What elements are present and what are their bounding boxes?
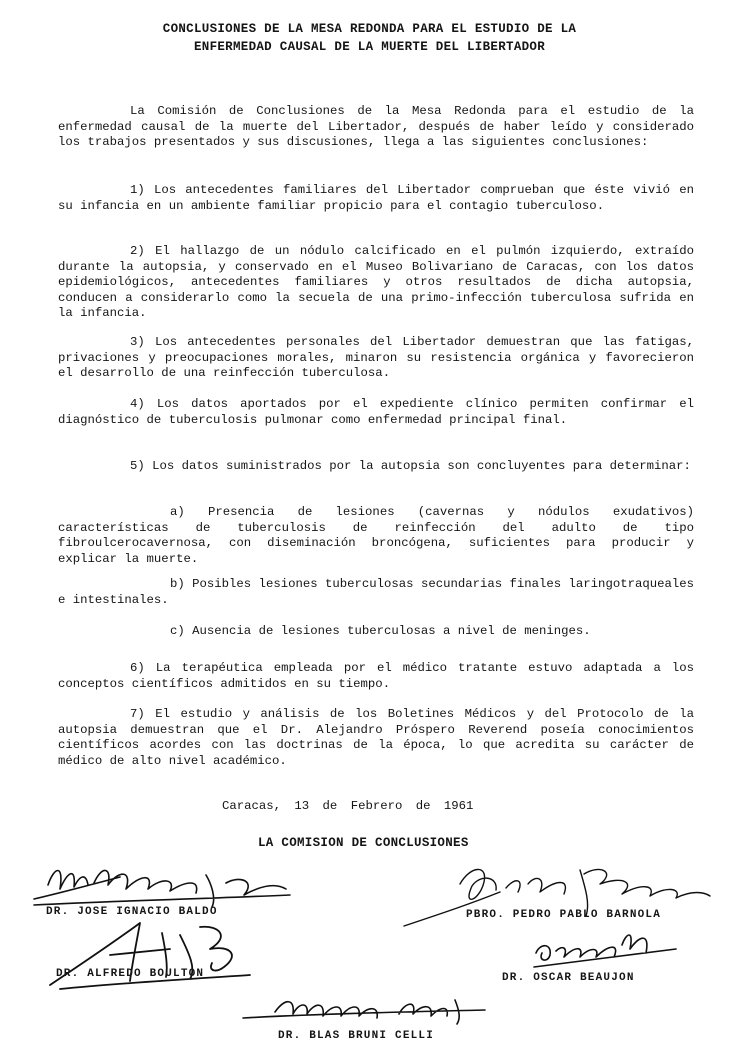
sub-item-a (58, 505, 694, 567)
conclusion-text: Los datos aportados por el expediente clínico permiten confirmar el diagnóstico de tuberculosis pulmonar como enfermedad principal final. (58, 397, 694, 427)
conclusion-number: 6) (130, 661, 145, 675)
conclusion-6 (58, 661, 694, 692)
sub-item-text: Presencia de lesiones (cavernas y nódulos exudativos) características de tuberculosis de reinfección del adulto de tipo fibroulcerocavernosa, con diseminación broncógena, suficientes para producir y explicar la muerte. (58, 505, 694, 566)
conclusion-1 (58, 183, 694, 214)
boulton-signature (40, 915, 260, 995)
conclusion-number: 1) (130, 183, 145, 197)
conclusion-number: 5) (130, 459, 145, 473)
title-line-1: CONCLUSIONES DE LA MESA REDONDA PARA EL ESTUDIO DE LA (162, 22, 577, 36)
conclusion-5 (58, 459, 694, 475)
conclusion-text: Los antecedentes personales del Libertador demuestran que las fatigas, privaciones y preocupaciones morales, minaron su resistencia orgánica y favorecieron el desarrollo de una reinfección tuberculosa. (58, 335, 694, 380)
beaujon-signature (530, 925, 680, 970)
signatory-baldo: DR. JOSE IGNACIO BALDO (46, 906, 218, 918)
intro-paragraph: La Comisión de Conclusiones de la Mesa Redonda para el estudio de la enfermedad causal de la muerte del Libertador, después de haber leído y considerado los trabajos presentados y sus discusiones, llega a las siguientes conclusiones: (58, 104, 694, 149)
sub-item-text: Ausencia de lesiones tuberculosas a nivel de meninges. (192, 624, 591, 638)
signatory-bruni-celli: DR. BLAS BRUNI CELLI (278, 1030, 435, 1042)
conclusion-2 (58, 244, 694, 322)
conclusion-number: 3) (130, 335, 145, 349)
sub-item-text: Posibles lesiones tuberculosas secundarias finales laringotraqueales e intestinales. (58, 577, 694, 607)
signatory-beaujon: DR. OSCAR BEAUJON (502, 972, 635, 984)
sub-item-letter: b) (170, 577, 185, 591)
sub-item-c (58, 624, 694, 640)
sub-item-b (58, 577, 694, 608)
conclusion-number: 4) (130, 397, 145, 411)
conclusion-text: La terapéutica empleada por el médico tratante estuvo adaptada a los conceptos científicos admitidos en su tiempo. (58, 661, 694, 691)
conclusion-text: El hallazgo de un nódulo calcificado en el pulmón izquierdo, extraído durante la autopsia, y conservado en el Museo Bolivariano de Caracas, con los datos epidemiológicos, antecedentes familiares y otros resultados de dicha autopsia, conducen a considerarlo como la secuela de una primo-infección tuberculosa sufrida en la infancia. (58, 244, 694, 320)
sub-item-letter: c) (170, 624, 185, 638)
conclusion-4 (58, 397, 694, 428)
conclusion-7 (58, 707, 694, 769)
sub-item-letter: a) (170, 505, 185, 519)
commission-heading: LA COMISION DE CONCLUSIONES (258, 836, 469, 850)
conclusion-number: 7) (130, 707, 145, 721)
conclusion-text: El estudio y análisis de los Boletines Médicos y del Protocolo de la autopsia demuestran que el Dr. Alejandro Próspero Reverend poseía conocimientos científicos acordes con las doctrinas de la época, lo que acredita su carácter de médico de alto nivel académico. (58, 707, 694, 768)
conclusion-3 (58, 335, 694, 382)
conclusion-number: 2) (130, 244, 145, 258)
signatory-barnola: PBRO. PEDRO PABLO BARNOLA (466, 909, 662, 921)
signatory-boulton: DR. ALFREDO BOULTON (56, 968, 205, 980)
date-line: Caracas, 13 de Febrero de 1961 (222, 799, 474, 813)
conclusion-text: Los datos suministrados por la autopsia son concluyentes para determinar: (152, 459, 691, 473)
bruni-celli-signature (235, 992, 495, 1032)
conclusion-text: Los antecedentes familiares del Libertador comprueban que éste vivió en su infancia en un ambiente familiar propicio para el contagio tuberculoso. (58, 183, 694, 213)
title-line-2: ENFERMEDAD CAUSAL DE LA MUERTE DEL LIBERTADOR (193, 40, 546, 54)
